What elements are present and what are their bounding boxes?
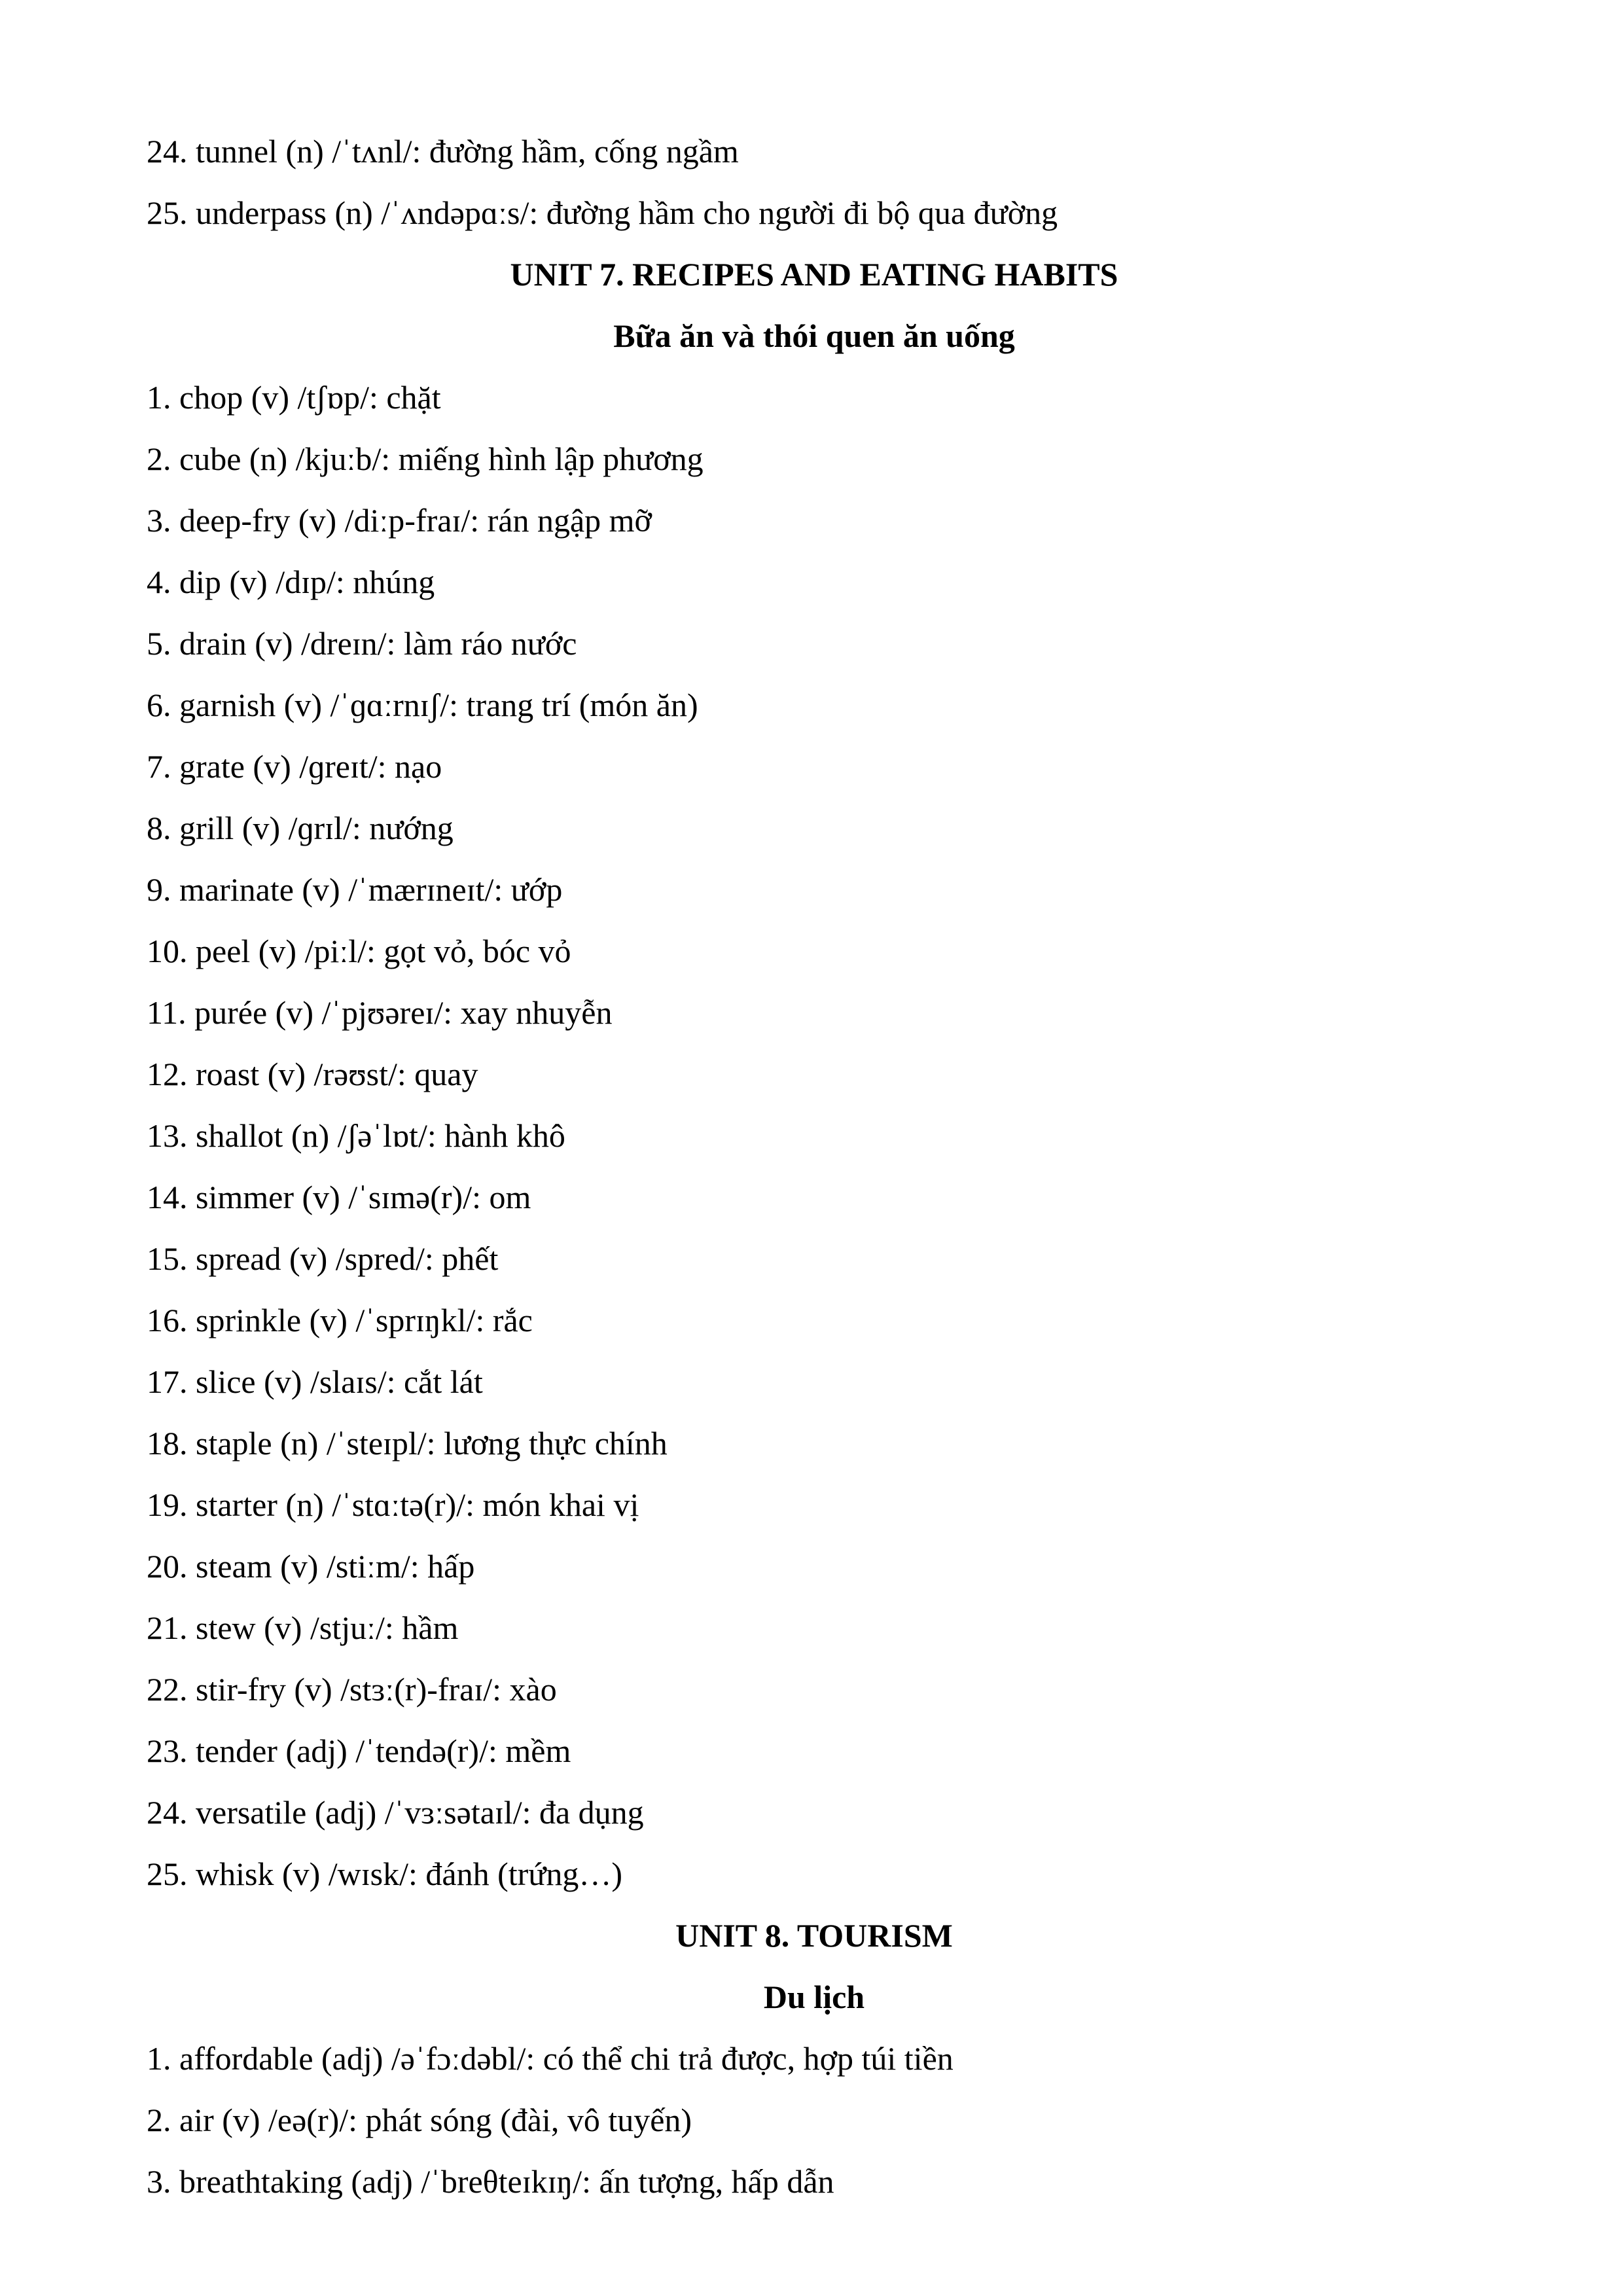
vocab-item: 6. garnish (v) /ˈɡɑːrnɪʃ/: trang trí (món ăn) xyxy=(147,687,698,723)
vocab-item: 25. whisk (v) /wɪsk/: đánh (trứng…) xyxy=(147,1856,623,1892)
vocab-item: 7. grate (v) /ɡreɪt/: nạo xyxy=(147,748,442,785)
vocab-item: 24. tunnel (n) /ˈtʌnl/: đường hầm, cống ngầm xyxy=(147,133,739,170)
vocab-item: 2. cube (n) /kjuːb/: miếng hình lập phương xyxy=(147,440,704,477)
vocab-item: 2. air (v) /eə(r)/: phát sóng (đài, vô tuyến) xyxy=(147,2102,692,2138)
vocab-item: 9. marinate (v) /ˈmærɪneɪt/: ướp xyxy=(147,871,563,908)
vocab-item: 10. peel (v) /piːl/: gọt vỏ, bóc vỏ xyxy=(147,933,571,969)
vocab-item: 18. staple (n) /ˈsteɪpl/: lương thực chính xyxy=(147,1425,668,1462)
vocab-item: 20. steam (v) /stiːm/: hấp xyxy=(147,1548,475,1585)
unit7-title: UNIT 7. RECIPES AND EATING HABITS xyxy=(510,256,1118,293)
vocab-item: 24. versatile (adj) /ˈvɜːsətaɪl/: đa dụng xyxy=(147,1794,644,1831)
unit8-title: UNIT 8. TOURISM xyxy=(675,1917,953,1954)
vocab-item: 23. tender (adj) /ˈtendə(r)/: mềm xyxy=(147,1732,571,1769)
page-content xyxy=(147,120,1482,2212)
vocab-item: 1. chop (v) /tʃɒp/: chặt xyxy=(147,379,441,416)
vocab-item: 11. purée (v) /ˈpjʊəreɪ/: xay nhuyễn xyxy=(147,994,613,1031)
vocab-item: 19. starter (n) /ˈstɑːtə(r)/: món khai vị xyxy=(147,1486,639,1523)
vocab-item: 3. deep-fry (v) /diːp-fraɪ/: rán ngập mỡ xyxy=(147,502,652,539)
vocab-item: 13. shallot (n) /ʃəˈlɒt/: hành khô xyxy=(147,1117,565,1154)
vocab-item: 22. stir-fry (v) /stɜː(r)-fraɪ/: xào xyxy=(147,1671,557,1708)
vocab-item: 16. sprinkle (v) /ˈsprɪŋkl/: rắc xyxy=(147,1302,533,1338)
vocab-item: 14. simmer (v) /ˈsɪmə(r)/: om xyxy=(147,1179,531,1215)
vocab-item: 4. dip (v) /dɪp/: nhúng xyxy=(147,564,435,600)
vocab-item: 3. breathtaking (adj) /ˈbreθteɪkɪŋ/: ấn tượng, hấp dẫn xyxy=(147,2163,834,2200)
vocab-item: 21. stew (v) /stjuː/: hầm xyxy=(147,1609,459,1646)
vocab-item: 8. grill (v) /ɡrɪl/: nướng xyxy=(147,810,454,846)
unit7-subtitle: Bữa ăn và thói quen ăn uống xyxy=(613,317,1015,354)
vocab-item: 25. underpass (n) /ˈʌndəpɑːs/: đường hầm cho người đi bộ qua đường xyxy=(147,194,1058,231)
unit8-subtitle: Du lịch xyxy=(763,1979,865,2015)
vocab-item: 1. affordable (adj) /əˈfɔːdəbl/: có thể chi trả được, hợp túi tiền xyxy=(147,2040,954,2077)
vocab-item: 15. spread (v) /spred/: phết xyxy=(147,1240,499,1277)
vocab-item: 17. slice (v) /slaɪs/: cắt lát xyxy=(147,1363,483,1400)
vocab-item: 12. roast (v) /rəʊst/: quay xyxy=(147,1056,478,1092)
vocab-item: 5. drain (v) /dreɪn/: làm ráo nước xyxy=(147,625,577,662)
